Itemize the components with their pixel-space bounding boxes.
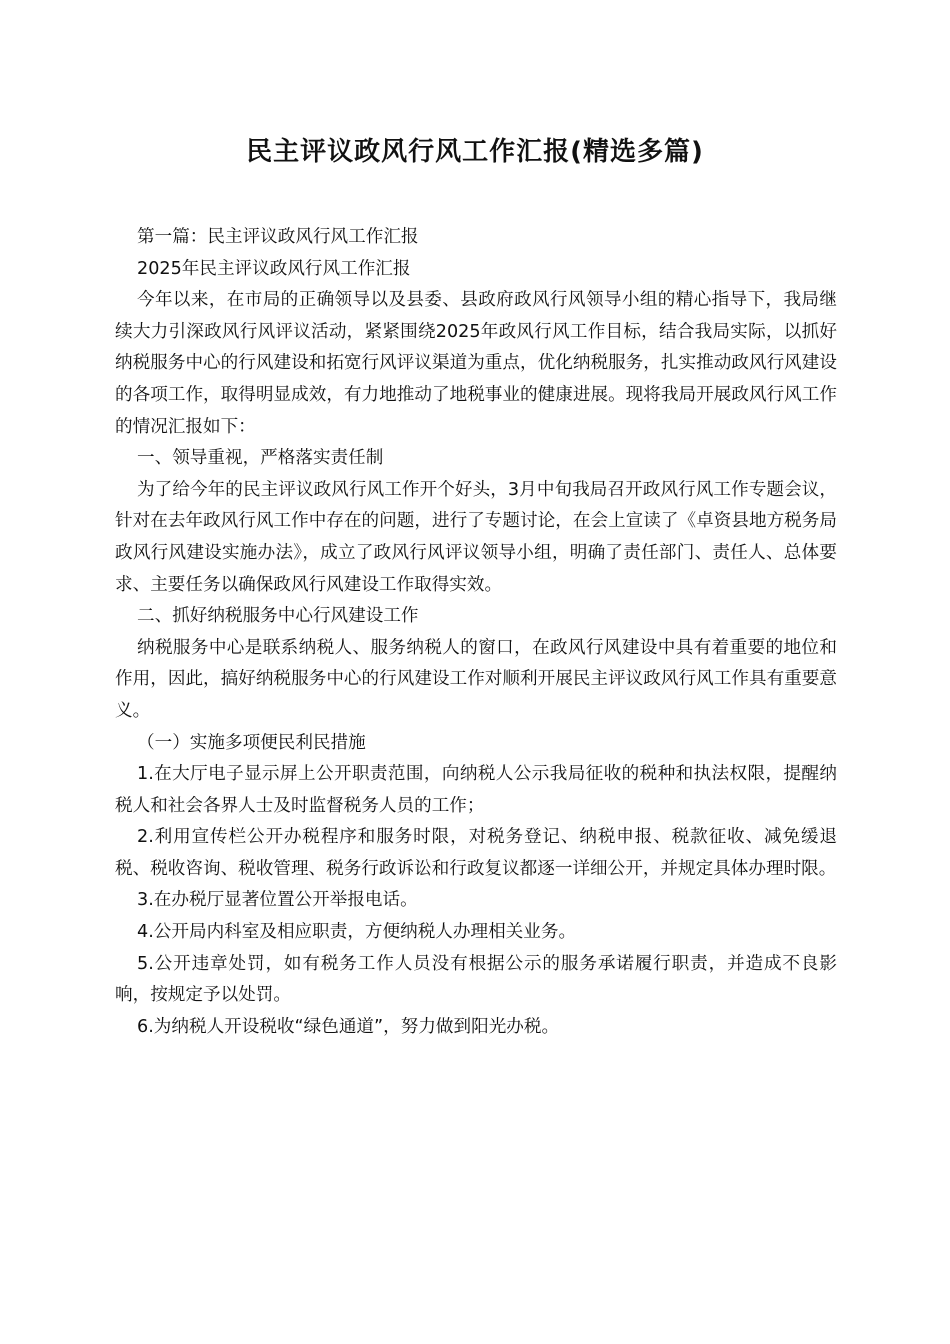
list-item: 3.在办税厅显著位置公开举报电话。 bbox=[137, 890, 418, 911]
paragraph: 今年以来，在市局的正确领导以及县委、县政府政风行风领导小组的精心指导下，我局继续大力引深政风行风评议活动，紧紧围绕2025年政风行风工作目标，结合我局实际，以抓好纳税服务中心的行风建设和拓宽行风评议渠道为重点，优化纳税服务，扎实推动政风行风建设的各项工作，取得明显成效，有力地推动了地税事业的健康进展。现将我局开展政风行风工作的情况汇报如下： bbox=[115, 290, 837, 437]
paragraph: 为了给今年的民主评议政风行风工作开个好头，3月中旬我局召开政风行风工作专题会议，针对在去年政风行风工作中存在的问题，进行了专题讨论，在会上宣读了《卓资县地方税务局政风行风建设实施办法》，成立了政风行风评议领导小组，明确了责任部门、责任人、总体要求、主要任务以确保政风行风建设工作取得实效。 bbox=[115, 479, 837, 595]
section-heading: 一、领导重视，严格落实责任制 bbox=[137, 448, 384, 469]
document-title: 民主评议政风行风工作汇报(精选多篇) bbox=[246, 137, 704, 167]
list-item: 2.利用宣传栏公开办税程序和服务时限，对税务登记、纳税申报、税款征收、减免缓退税、税收咨询、税收管理、税务行政诉讼和行政复议都逐一详细公开，并规定具体办理时限。 bbox=[115, 827, 837, 879]
document-body bbox=[115, 222, 837, 1043]
subsection-heading: （一）实施多项便民利民措施 bbox=[137, 732, 366, 753]
report-title: 2025年民主评议政风行风工作汇报 bbox=[137, 258, 411, 279]
section-heading: 第一篇：民主评议政风行风工作汇报 bbox=[137, 227, 419, 247]
list-item: 6.为纳税人开设税收“绿色通道”，努力做到阳光办税。 bbox=[137, 1016, 560, 1037]
list-item: 5.公开违章处罚，如有税务工作人员没有根据公示的服务承诺履行职责，并造成不良影响，按规定予以处罚。 bbox=[115, 953, 837, 1006]
paragraph: 纳税服务中心是联系纳税人、服务纳税人的窗口，在政风行风建设中具有着重要的地位和作用，因此，搞好纳税服务中心的行风建设工作对顺利开展民主评议政风行风工作具有重要意义。 bbox=[115, 637, 837, 721]
list-item: 4.公开局内科室及相应职责，方便纳税人办理相关业务。 bbox=[137, 922, 577, 943]
section-heading: 二、抓好纳税服务中心行风建设工作 bbox=[137, 606, 419, 627]
list-item: 1.在大厅电子显示屏上公开职责范围，向纳税人公示我局征收的税种和执法权限，提醒纳税人和社会各界人士及时监督税务人员的工作； bbox=[115, 764, 837, 816]
